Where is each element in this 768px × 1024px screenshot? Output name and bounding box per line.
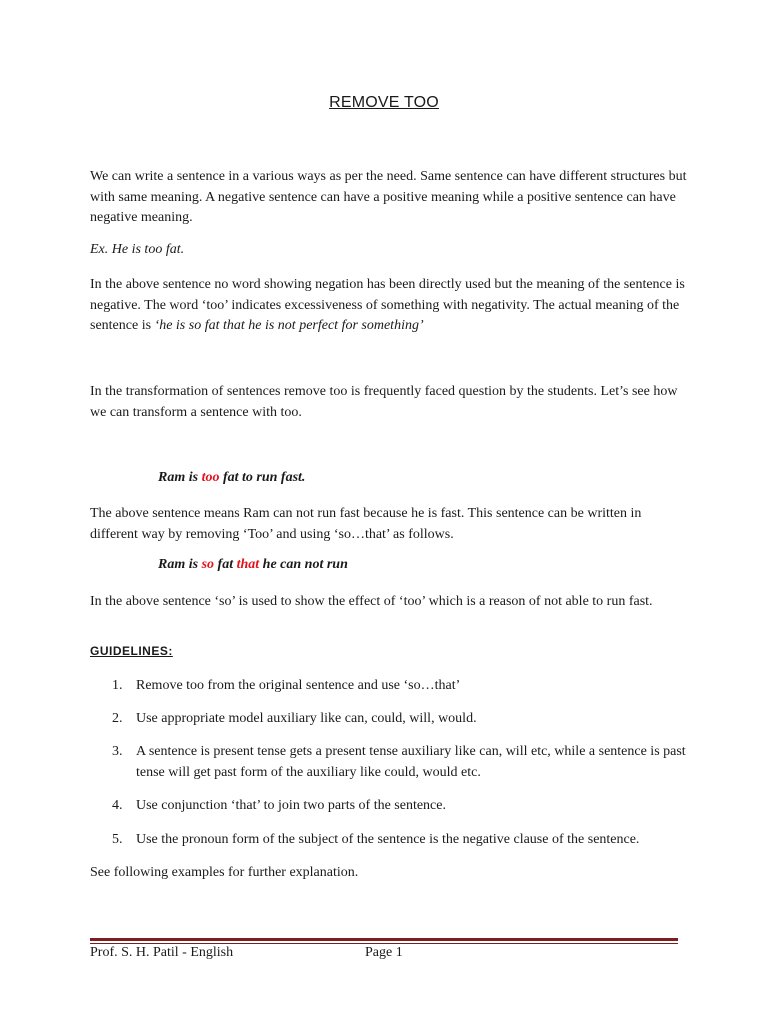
- guidelines-heading: GUIDELINES:: [90, 644, 173, 658]
- guideline-number: 3.: [112, 744, 123, 759]
- effect-paragraph: In the above sentence ‘so’ is used to show the effect of ‘too’ which is a reason of not able to run fast.: [90, 594, 653, 609]
- guideline-number: 4.: [112, 798, 123, 813]
- footer-divider-thin: [90, 943, 678, 944]
- example-so-that-sentence: [158, 557, 348, 573]
- example-too-part-a: Ram is: [158, 470, 202, 485]
- example-so-part-c: he can not run: [259, 557, 348, 572]
- example-so-part-a: Ram is: [158, 557, 202, 572]
- guideline-number: 2.: [112, 711, 123, 726]
- explanation-paragraph: [90, 275, 690, 337]
- example-too-highlight: too: [201, 470, 220, 485]
- guideline-text: Use the pronoun form of the subject of the sentence is the negative clause of the sentence.: [136, 832, 640, 847]
- closing-paragraph: See following examples for further explanation.: [90, 865, 359, 880]
- example-so-highlight: so: [201, 557, 215, 572]
- example-too-sentence: [158, 470, 305, 486]
- example-so-part-b: fat: [214, 557, 237, 572]
- guideline-text: Remove too from the original sentence and use ‘so…that’: [136, 678, 461, 693]
- footer-page-number: Page 1: [365, 945, 403, 960]
- footer-divider-thick: [90, 938, 678, 941]
- example-he-is-too-fat: Ex. He is too fat.: [90, 242, 185, 257]
- page-title: REMOVE TOO: [329, 94, 439, 111]
- transformation-paragraph: In the transformation of sentences remove too is frequently faced question by the students. Let’s see how we can transform a sentence with too.: [90, 384, 678, 420]
- guideline-number: 5.: [112, 832, 123, 847]
- guideline-text: Use conjunction ‘that’ to join two parts of the sentence.: [136, 798, 446, 813]
- footer-author: Prof. S. H. Patil - English: [90, 945, 234, 960]
- example-too-part-b: fat to run fast.: [219, 470, 306, 485]
- explanation-text: In the above sentence no word showing negation has been directly used but the meaning of the sentence is negative. The word ‘too’ indicates excessiveness of something with negativity. The actual meaning of the sentence is: [90, 277, 685, 333]
- meaning-paragraph: The above sentence means Ram can not run fast because he is fast. This sentence can be written in different way by removing ‘Too’ and using ‘so…that’ as follows.: [90, 506, 642, 542]
- explanation-italic-quote: ‘he is so fat that he is not perfect for something’: [154, 318, 424, 333]
- example-that-highlight: that: [236, 557, 260, 572]
- guideline-number: 1.: [112, 678, 123, 693]
- guideline-text: A sentence is present tense gets a present tense auxiliary like can, will etc, while a sentence is past tense will get past form of the auxiliary like could, would etc.: [136, 744, 686, 780]
- guideline-text: Use appropriate model auxiliary like can, could, will, would.: [136, 711, 477, 726]
- intro-paragraph: We can write a sentence in a various ways as per the need. Same sentence can have different structures but with same meaning. A negative sentence can have a positive meaning while a positive sentence can have negative meaning.: [90, 169, 687, 225]
